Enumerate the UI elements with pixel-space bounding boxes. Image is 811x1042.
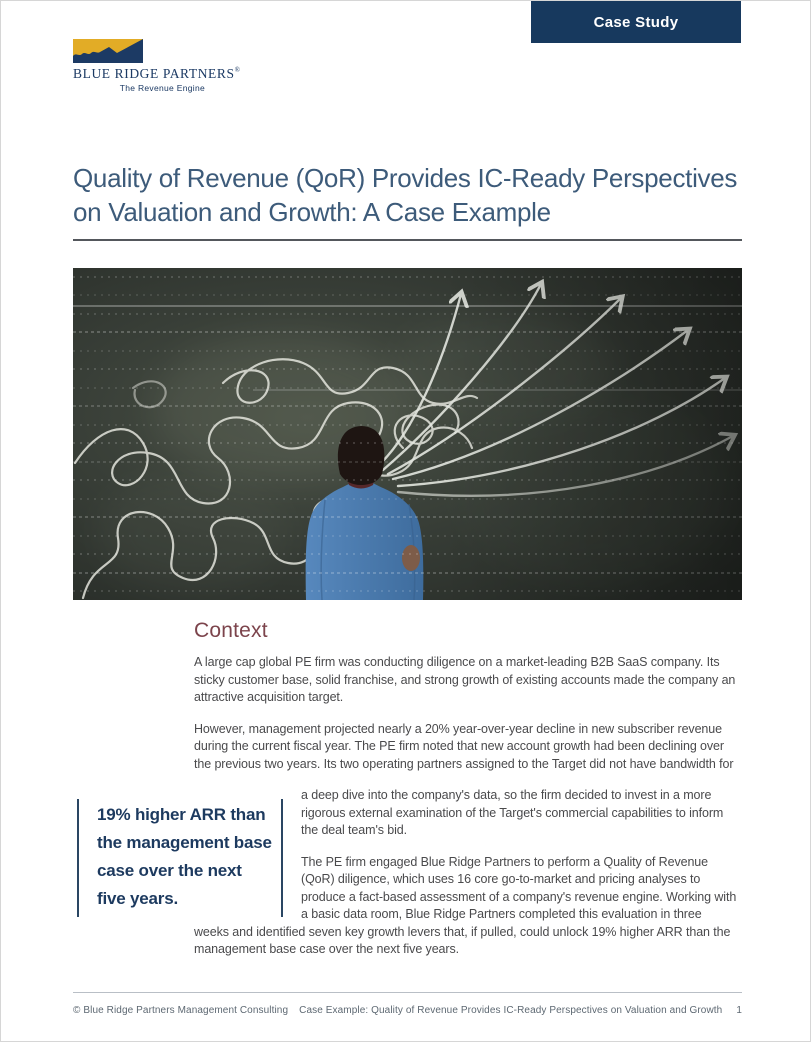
context-heading: Context [194,619,268,642]
footer-right-group [299,1005,742,1016]
article-body [97,619,742,973]
footer-page-number: 1 [736,1005,742,1016]
paragraph-3-part1: The PE firm engaged Blue Ridge Partners to perform a Quality of Revenue (QoR) diligence, which uses 16 core go-to-market and pricing analyses to produce a fact-based assessment of a company's revenue engine. Working with a basic data room, Blue Ridge Partners completed this evaluation in three [301,854,737,921]
paragraph-2-part2: a deep dive into the company's data, so the firm decided to invest in a more rigorous external examination of the Target's commercial capabilities to inform the deal team's bid. [301,788,724,837]
page-footer [73,992,742,1016]
title-divider [73,239,742,241]
vignette-overlay [73,268,742,600]
paragraph-3-part2: weeks and identified seven key growth levers that, if pulled, could unlock 19% higher ARR than the management base case over the next five years. [194,924,731,956]
case-study-banner [531,1,741,43]
blue-ridge-partners-logo [73,39,241,93]
paragraph-2-part1: However, management projected nearly a 20% year-over-year decline in new subscriber revenue during the current fiscal year. The PE firm noted that new account growth had been declining over the previous two years. Its two operating partners assigned to the Target did not have bandwidth for [194,721,734,771]
wrapped-text-column [301,787,742,924]
title-block [73,161,742,241]
pull-quote-text: 19% higher ARR than the management base case over the next five years. [97,805,272,908]
callout-wrap-row [97,787,742,924]
chalkboard-hero-image [73,268,742,600]
trademark-symbol: ® [234,66,241,74]
logo-wordmark: BLUE RIDGE PARTNERS® [73,66,241,81]
paragraph-1: A large cap global PE firm was conducting diligence on a market-leading B2B SaaS company. Its sticky customer base, solid franchise, and strong growth of existing accounts made the company an attractive acquisition target. [194,655,736,704]
mountain-ridge-logo-icon [73,39,223,63]
logo-tagline: The Revenue Engine [119,83,205,93]
pull-quote-callout [77,799,283,917]
banner-label: Case Study [593,13,679,31]
footer-doc-title: Case Example: Quality of Revenue Provides IC-Ready Perspectives on Valuation and Growth [299,1005,723,1016]
page-title: Quality of Revenue (QoR) Provides IC-Ready Perspectives on Valuation and Growth: A Case Example [73,163,738,227]
footer-copyright: © Blue Ridge Partners Management Consulting [73,1005,289,1016]
